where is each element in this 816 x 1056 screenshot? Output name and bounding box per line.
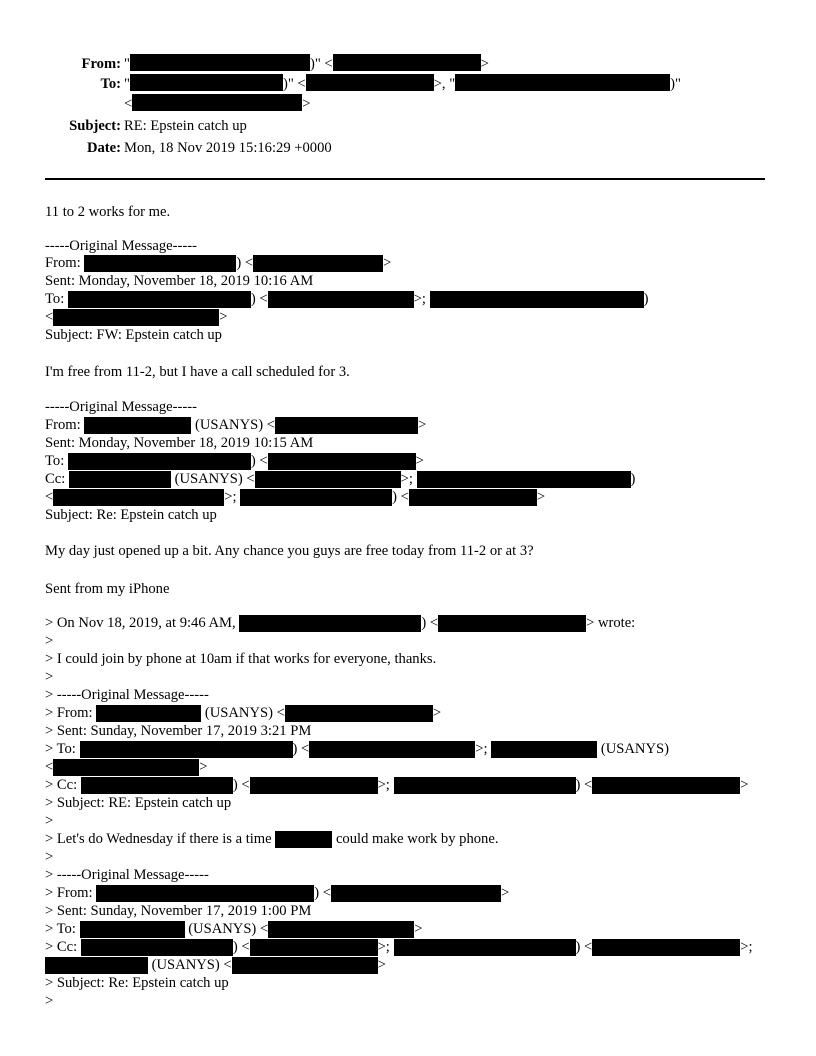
redaction <box>306 74 434 91</box>
redaction <box>491 741 597 758</box>
reply-text: 11 to 2 works for me. <box>45 204 171 220</box>
redaction <box>592 777 740 794</box>
redaction <box>80 741 293 758</box>
redaction <box>96 885 314 902</box>
quoted-to: > To: ) < >; (USANYS) <box>45 741 669 757</box>
header-subject: RE: Epstein catch up <box>124 118 247 134</box>
redaction <box>309 741 475 758</box>
redaction <box>84 417 191 434</box>
quote-marker: > <box>45 813 54 829</box>
redaction <box>255 471 401 488</box>
redaction <box>130 74 283 91</box>
orig1-to: To: ) < >; ) <box>45 291 649 307</box>
original-message-marker: -----Original Message----- <box>45 238 197 254</box>
header-date: Mon, 18 Nov 2019 15:16:29 +0000 <box>124 140 332 156</box>
orig2-from: From: (USANYS) < > <box>45 417 427 433</box>
redaction <box>45 957 148 974</box>
redaction <box>232 957 378 974</box>
quoted-text: > I could join by phone at 10am if that works for everyone, thanks. <box>45 651 437 667</box>
quoted-from: > From: (USANYS) < > <box>45 705 442 721</box>
redaction <box>275 831 332 848</box>
redaction <box>438 615 586 632</box>
quote-marker: > <box>45 993 54 1009</box>
header-from-label: From: <box>81 56 121 72</box>
orig1-from: From: ) < > <box>45 255 392 271</box>
redaction <box>68 291 251 308</box>
redaction <box>240 489 392 506</box>
signature: Sent from my iPhone <box>45 581 170 597</box>
redaction <box>96 705 201 722</box>
header-date-label: Date: <box>86 140 121 156</box>
redaction <box>409 489 537 506</box>
quote-marker: > <box>45 669 54 685</box>
redaction <box>132 94 302 111</box>
redaction <box>592 939 740 956</box>
original-message-marker: > -----Original Message----- <box>45 867 209 883</box>
orig2-to: To: ) < > <box>45 453 424 469</box>
redaction <box>81 777 233 794</box>
header-divider <box>45 178 765 180</box>
quoted-cc: > Cc: ) < >; ) < >; <box>45 939 753 955</box>
message-text: My day just opened up a bit. Any chance you guys are free today from 11-2 or at 3? <box>45 543 534 559</box>
original-message-marker: -----Original Message----- <box>45 399 197 415</box>
redaction <box>53 309 219 326</box>
redaction <box>81 939 233 956</box>
quoted-from: > From: ) < > <box>45 885 510 901</box>
redaction <box>455 74 670 91</box>
redaction <box>239 615 421 632</box>
quoted-subject: > Subject: Re: Epstein catch up <box>45 975 229 991</box>
message-text: I'm free from 11-2, but I have a call scheduled for 3. <box>45 364 350 380</box>
redaction <box>84 255 236 272</box>
quote-marker: > <box>45 849 54 865</box>
quote-marker: > <box>45 633 54 649</box>
redaction <box>68 453 251 470</box>
quoted-cc: > Cc: ) < >; ) < > <box>45 777 749 793</box>
redaction <box>333 54 481 71</box>
orig2-subject: Subject: Re: Epstein catch up <box>45 507 217 523</box>
redaction <box>268 921 414 938</box>
redaction <box>417 471 631 488</box>
redaction <box>250 939 378 956</box>
redaction <box>130 54 310 71</box>
redaction <box>250 777 378 794</box>
redaction <box>285 705 433 722</box>
quoted-to: > To: (USANYS) < > <box>45 921 423 937</box>
quoted-sent: > Sent: Sunday, November 17, 2019 3:21 PM <box>45 723 312 739</box>
redaction <box>268 291 414 308</box>
header-to-label: To: <box>100 76 121 92</box>
redaction <box>53 759 199 776</box>
redaction <box>268 453 416 470</box>
orig1-subject: Subject: FW: Epstein catch up <box>45 327 222 343</box>
original-message-marker: > -----Original Message----- <box>45 687 209 703</box>
orig1-sent: Sent: Monday, November 18, 2019 10:16 AM <box>45 273 314 289</box>
redaction <box>53 489 224 506</box>
quoted-text: > Let's do Wednesday if there is a time could make work by phone. <box>45 831 499 847</box>
quoted-on-line: > On Nov 18, 2019, at 9:46 AM, ) < > wrote: <box>45 615 636 631</box>
redaction <box>69 471 171 488</box>
quoted-sent: > Sent: Sunday, November 17, 2019 1:00 PM <box>45 903 312 919</box>
redaction <box>80 921 185 938</box>
redaction <box>430 291 644 308</box>
redaction <box>394 777 576 794</box>
orig2-sent: Sent: Monday, November 18, 2019 10:15 AM <box>45 435 314 451</box>
quoted-subject: > Subject: RE: Epstein catch up <box>45 795 232 811</box>
redaction <box>275 417 418 434</box>
header-subject-label: Subject: <box>69 118 121 134</box>
redaction <box>394 939 576 956</box>
orig2-cc: Cc: (USANYS) < >; ) <box>45 471 636 487</box>
redaction <box>253 255 383 272</box>
redaction <box>331 885 501 902</box>
